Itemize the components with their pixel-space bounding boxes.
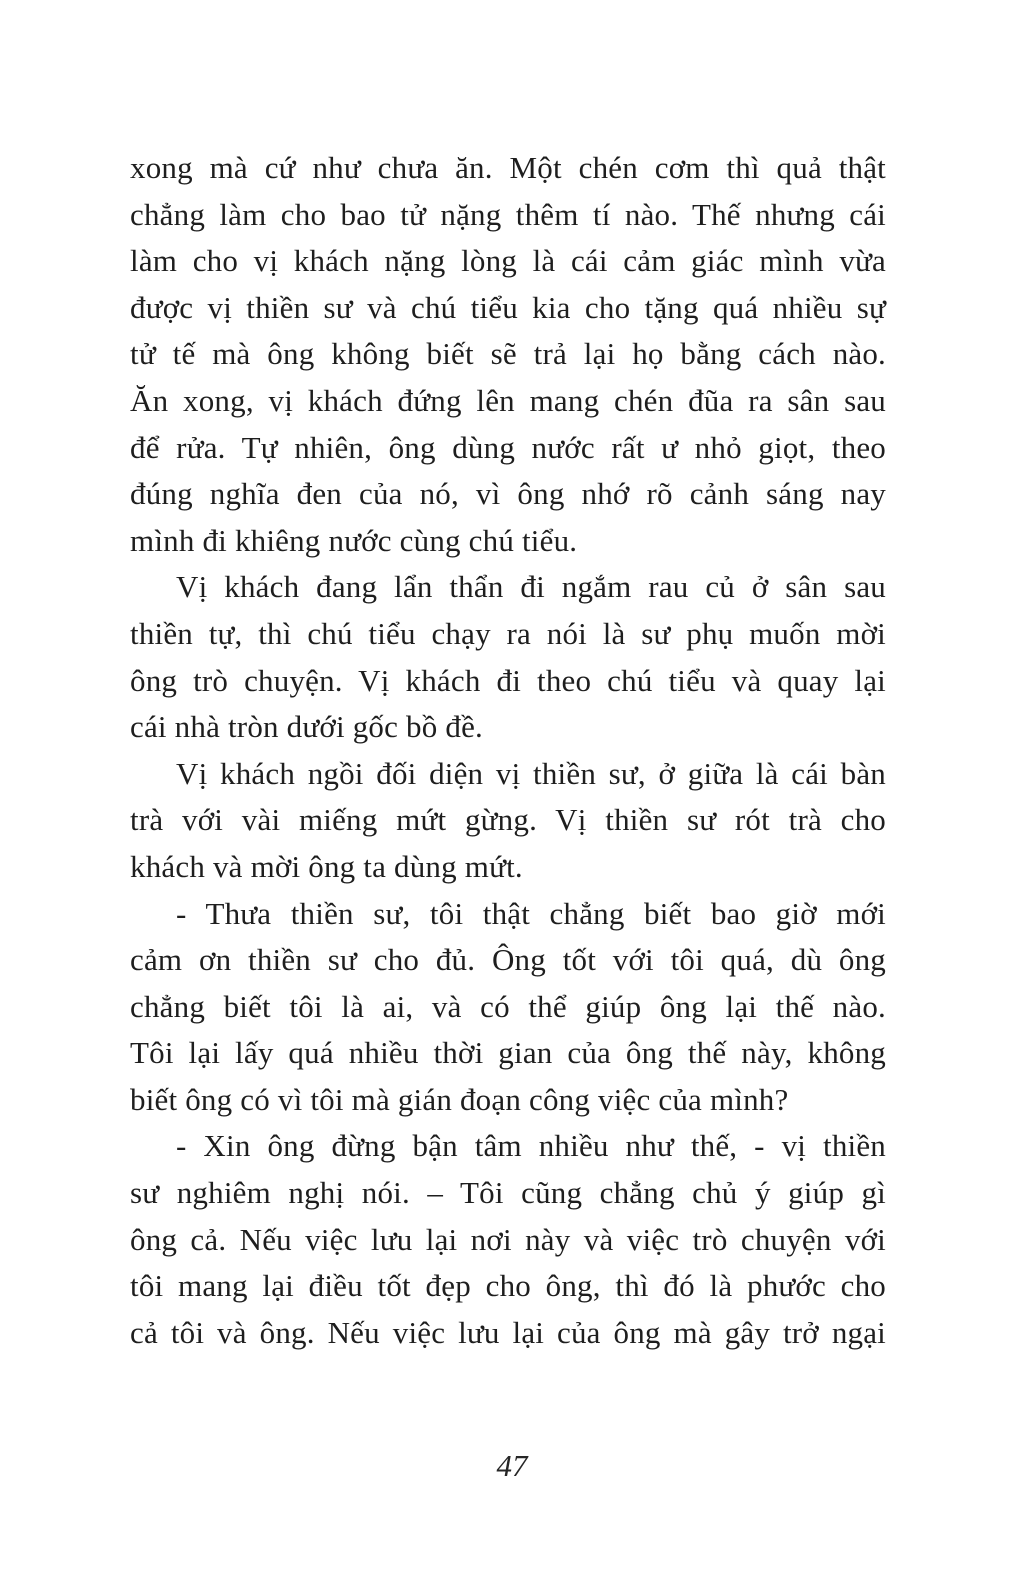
text-line: mình đi khiêng nước cùng chú tiểu. xyxy=(130,522,578,558)
text-line: được vị thiền sư và chú tiểu kia cho tặng quá nhiều sự xyxy=(130,289,886,325)
text-line: ông cả. Nếu việc lưu lại nơi này và việc trò chuyện với xyxy=(130,1221,886,1257)
text-line: khách và mời ông ta dùng mứt. xyxy=(130,848,523,884)
text-line: tôi mang lại điều tốt đẹp cho ông, thì đó là phước cho xyxy=(130,1268,886,1304)
text-line: Ăn xong, vị khách đứng lên mang chén đũa ra sân sau xyxy=(130,382,886,418)
text-line: chẳng làm cho bao tử nặng thêm tí nào. Thế nhưng cái xyxy=(130,196,886,232)
text-line: biết ông có vì tôi mà gián đoạn công việc của mình? xyxy=(130,1081,789,1117)
text-line: Vị khách ngồi đối diện vị thiền sư, ở giữa là cái bàn xyxy=(176,755,886,791)
text-line: thiền tự, thì chú tiểu chạy ra nói là sư phụ muốn mời xyxy=(130,615,886,651)
text-line: - Xin ông đừng bận tâm nhiều như thế, - vị thiền xyxy=(176,1128,886,1164)
text-line: làm cho vị khách nặng lòng là cái cảm giác mình vừa xyxy=(130,243,886,279)
text-line: - Thưa thiền sư, tôi thật chẳng biết bao giờ mới xyxy=(176,895,886,931)
page-number: 47 xyxy=(496,1448,528,1483)
text-line: sư nghiêm nghị nói. – Tôi cũng chẳng chủ ý giúp gì xyxy=(130,1175,886,1211)
text-line: Vị khách đang lẩn thẩn đi ngắm rau củ ở sân sau xyxy=(176,569,886,605)
text-line: đúng nghĩa đen của nó, vì ông nhớ rõ cảnh sáng nay xyxy=(130,476,886,512)
text-block xyxy=(130,145,886,1356)
text-line: Tôi lại lấy quá nhiều thời gian của ông thế này, không xyxy=(130,1035,886,1071)
text-line: cả tôi và ông. Nếu việc lưu lại của ông mà gây trở ngại xyxy=(130,1314,886,1350)
text-line: ông trò chuyện. Vị khách đi theo chú tiểu và quay lại xyxy=(130,662,886,698)
text-line: chẳng biết tôi là ai, và có thể giúp ông lại thế nào. xyxy=(130,988,886,1024)
text-line: xong mà cứ như chưa ăn. Một chén cơm thì quả thật xyxy=(130,150,886,185)
text-line: cái nhà tròn dưới gốc bồ đề. xyxy=(130,709,484,745)
text-line: cảm ơn thiền sư cho đủ. Ông tốt với tôi quá, dù ông xyxy=(130,942,886,978)
text-line: trà với vài miếng mứt gừng. Vị thiền sư rót trà cho xyxy=(130,802,886,838)
text-line: tử tế mà ông không biết sẽ trả lại họ bằng cách nào. xyxy=(130,336,886,372)
text-line: để rửa. Tự nhiên, ông dùng nước rất ư nhỏ giọt, theo xyxy=(130,429,886,465)
